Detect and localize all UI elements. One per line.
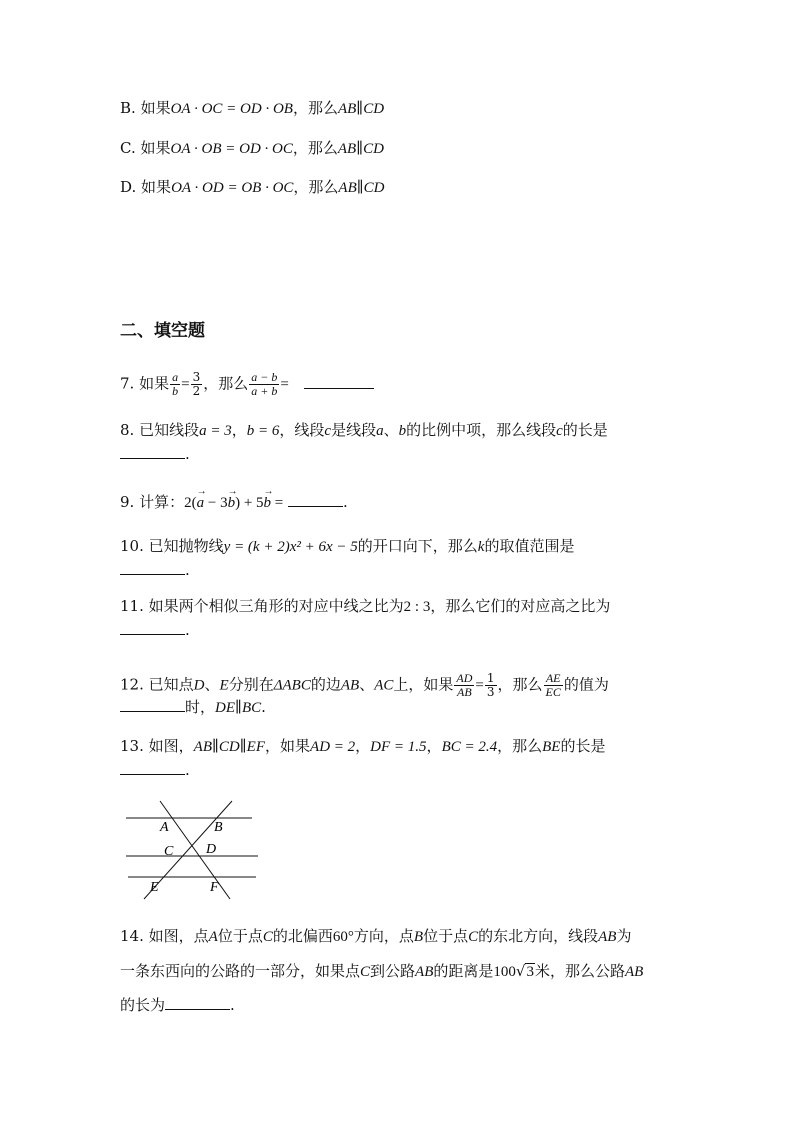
- math: AB∥CD: [337, 141, 384, 157]
- math: 60°: [332, 929, 354, 945]
- math: AB: [340, 677, 360, 694]
- question-14-line-3: [120, 995, 235, 1015]
- answer-blank[interactable]: [165, 995, 230, 1010]
- text: 的开口向下，那么: [357, 537, 478, 555]
- text: 的取值范围是: [484, 537, 575, 555]
- text: .: [185, 621, 190, 639]
- math: ) + 5: [235, 495, 264, 511]
- vector-b: → b: [264, 493, 272, 513]
- question-number: 12.: [120, 675, 144, 694]
- text: 分别在: [228, 675, 274, 694]
- fraction: [191, 371, 203, 398]
- fraction: [485, 672, 497, 699]
- section-title: 二、填空题: [120, 321, 205, 341]
- text: 的长是: [560, 737, 606, 755]
- text: 计算：: [139, 493, 185, 511]
- text: ，: [355, 737, 371, 755]
- text: 的距离是: [433, 962, 494, 980]
- text: ，那么: [293, 178, 339, 196]
- numerator: AD: [456, 671, 473, 685]
- math: A: [208, 929, 218, 945]
- text: .: [185, 561, 190, 579]
- text: ，那么: [203, 374, 249, 393]
- answer-blank[interactable]: [120, 560, 185, 575]
- numerator: 1: [486, 671, 495, 685]
- question-13: [120, 736, 605, 757]
- text: 位于点: [423, 927, 469, 945]
- label-a: A: [160, 820, 169, 835]
- question-number: 10.: [120, 537, 144, 555]
- text: ，那么: [292, 139, 338, 157]
- question-7: [120, 371, 374, 398]
- text: ，那么: [497, 675, 543, 694]
- question-number: 8.: [120, 421, 135, 439]
- vector-a: → a: [197, 493, 205, 513]
- answer-blank[interactable]: [304, 374, 374, 389]
- math: 2 : 3: [403, 599, 431, 615]
- label-d: D: [206, 842, 217, 857]
- text: 、: [359, 675, 375, 694]
- text: 如果: [140, 139, 171, 157]
- answer-blank[interactable]: [120, 760, 185, 775]
- question-8-answer-line: [120, 444, 190, 464]
- text: 一条东西向的公路的一部分，如果点: [120, 962, 361, 980]
- math: BC = 2.4: [441, 739, 498, 755]
- text: 如果: [140, 99, 171, 117]
- question-9: [120, 492, 348, 513]
- math: c: [556, 423, 563, 439]
- text: 是线段: [331, 421, 377, 439]
- fraction: [170, 371, 180, 398]
- math: BE: [542, 739, 561, 755]
- text: 上，如果: [393, 675, 454, 694]
- text: 位于点: [217, 927, 263, 945]
- text: 已知点: [148, 675, 194, 694]
- math: C: [360, 964, 371, 980]
- answer-blank[interactable]: [120, 444, 185, 459]
- text: 如图，: [148, 737, 194, 755]
- text: 的长是: [562, 421, 608, 439]
- math: AB: [624, 964, 644, 980]
- math: AB: [598, 929, 617, 945]
- text: ，如果: [265, 737, 311, 755]
- math: =: [181, 376, 190, 393]
- math: AD = 2: [310, 739, 356, 755]
- math: DE∥BC: [215, 700, 262, 716]
- question-number: 11.: [120, 597, 144, 615]
- text: .: [185, 445, 190, 463]
- question-13-answer-line: [120, 760, 190, 780]
- text: ，那么: [292, 99, 338, 117]
- text: 如果: [139, 374, 170, 393]
- text: .: [230, 996, 235, 1014]
- option-d: [120, 177, 385, 198]
- math: C: [262, 929, 273, 945]
- math: AB∥CD: [337, 101, 385, 117]
- option-label: C.: [120, 139, 136, 157]
- math: a = 3: [199, 423, 232, 439]
- numerator: a: [172, 370, 179, 384]
- sqrt-icon: √: [515, 962, 526, 980]
- text: 已知线段: [139, 421, 200, 439]
- question-number: 9.: [120, 493, 135, 511]
- math: b = 6: [246, 423, 280, 439]
- math: AC: [374, 677, 394, 694]
- fraction: [249, 371, 279, 398]
- text: ，线段: [279, 421, 325, 439]
- text: .: [261, 698, 266, 716]
- math: AB: [415, 964, 434, 980]
- text: 的值为: [563, 675, 609, 694]
- text: 的长为: [120, 996, 166, 1014]
- math: b: [398, 423, 407, 439]
- question-number: 14.: [120, 927, 144, 945]
- label-e: E: [150, 880, 159, 895]
- text: 如图，点: [148, 927, 209, 945]
- math: OA · OC = OD · OB: [170, 101, 293, 117]
- math: OA · OD = OB · OC: [171, 180, 294, 196]
- text: .: [343, 493, 348, 511]
- label-c: C: [164, 844, 174, 859]
- denominator: a + b: [251, 384, 278, 398]
- text: 、: [204, 675, 220, 694]
- math: =: [271, 495, 284, 511]
- text: ，那么它们的对应高之比为: [430, 597, 611, 615]
- question-number: 7.: [120, 374, 135, 393]
- answer-blank[interactable]: [288, 492, 343, 507]
- math: OA · OB = OD · OC: [170, 141, 293, 157]
- text: ，: [231, 421, 247, 439]
- fraction: [454, 672, 474, 699]
- math: a: [376, 423, 384, 439]
- text: 的东北方向，线段: [478, 927, 599, 945]
- question-11-answer-line: [120, 620, 190, 640]
- fraction: [544, 672, 563, 699]
- math: =: [475, 677, 484, 694]
- text: 时，: [185, 698, 216, 716]
- numerator: a − b: [251, 370, 278, 384]
- question-number: 13.: [120, 737, 144, 755]
- answer-blank[interactable]: [120, 697, 185, 712]
- math: AB∥CD: [338, 180, 385, 196]
- text: 、: [383, 421, 399, 439]
- option-label: D.: [120, 178, 137, 196]
- denominator: 3: [486, 685, 495, 699]
- math: k: [477, 539, 485, 555]
- math: =: [280, 376, 289, 393]
- denominator: b: [172, 384, 179, 398]
- math: DF = 1.5: [370, 739, 427, 755]
- text: 的边: [310, 675, 341, 694]
- math: c: [324, 423, 332, 439]
- text: 方向，点: [353, 927, 414, 945]
- text: ，那么: [497, 737, 543, 755]
- text: 已知抛物线: [148, 537, 224, 555]
- text: ，: [426, 737, 442, 755]
- math: B: [413, 929, 424, 945]
- parallel-lines-figure: [120, 795, 270, 905]
- math: 3: [526, 964, 534, 980]
- numerator: 3: [192, 370, 201, 384]
- question-10-answer-line: [120, 560, 190, 580]
- math: ΔABC: [273, 677, 311, 694]
- text: 到公路: [370, 962, 416, 980]
- text: 的北偏西: [272, 927, 333, 945]
- question-14-line-2: [120, 961, 643, 982]
- question-12-answer-line: [120, 697, 266, 718]
- answer-blank[interactable]: [120, 620, 185, 635]
- math: AB∥CD∥EF: [193, 739, 266, 755]
- question-10: [120, 536, 574, 557]
- math: C: [468, 929, 479, 945]
- option-label: B.: [120, 99, 136, 117]
- option-b: [120, 98, 384, 119]
- question-11: [120, 596, 610, 617]
- question-14: [120, 926, 631, 947]
- denominator: AB: [457, 685, 472, 699]
- text: 如果: [141, 178, 172, 196]
- numerator: AE: [544, 672, 563, 686]
- text: 如果两个相似三角形的对应中线之比为: [148, 597, 404, 615]
- math: − 3: [204, 495, 228, 511]
- text: 的比例中项，那么线段: [406, 421, 557, 439]
- math: 100: [493, 964, 516, 980]
- denominator: 2: [192, 384, 201, 398]
- math: y = (k + 2)x² + 6x − 5: [223, 539, 358, 555]
- question-12: [120, 672, 609, 699]
- math: E: [219, 677, 229, 694]
- text: 米，那么公路: [534, 962, 625, 980]
- label-f: F: [210, 880, 219, 895]
- label-b: B: [214, 820, 223, 835]
- math: 2(: [184, 495, 197, 511]
- text: 为: [616, 927, 632, 945]
- vector-b: → b: [228, 493, 236, 513]
- question-8: [120, 420, 608, 441]
- text: .: [185, 761, 190, 779]
- option-c: [120, 138, 384, 159]
- denominator: EC: [545, 685, 561, 699]
- math: D: [193, 677, 205, 694]
